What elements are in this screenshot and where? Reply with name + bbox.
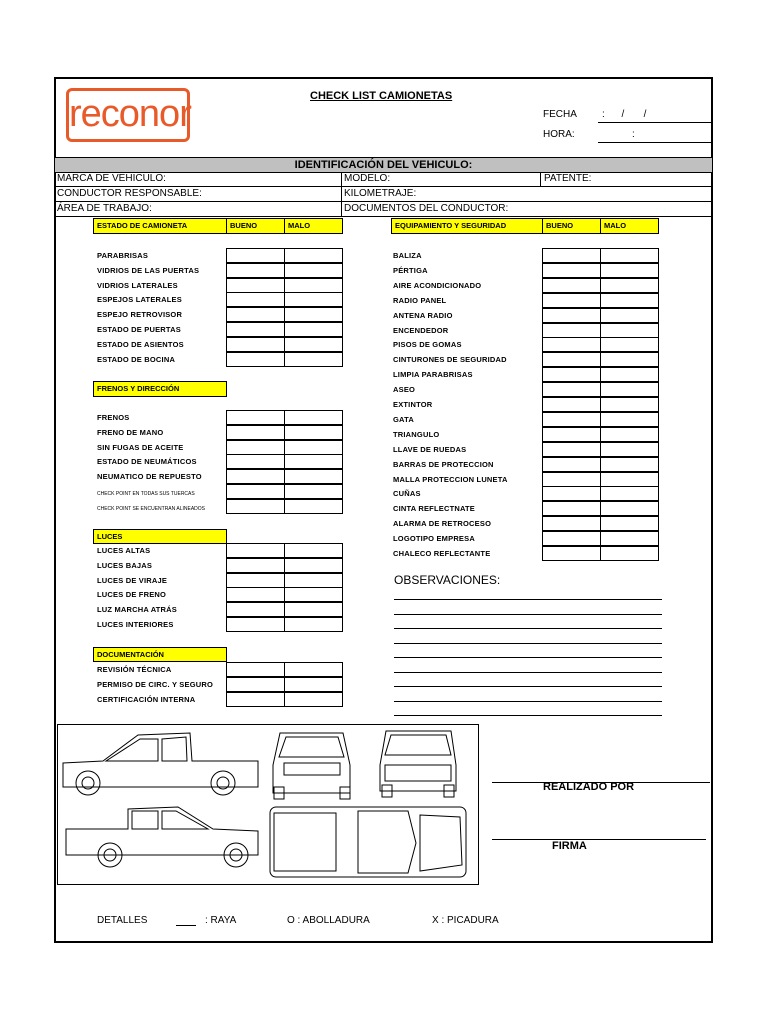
bueno-checkbox[interactable]: [226, 469, 285, 484]
bueno-checkbox[interactable]: [226, 454, 285, 469]
hora-value[interactable]: :: [632, 129, 635, 140]
wheel: [211, 771, 235, 795]
checklist-item-label: ALARMA DE RETROCESO: [393, 519, 492, 529]
bueno-checkbox[interactable]: [226, 543, 285, 558]
malo-checkbox[interactable]: [600, 293, 659, 308]
id-col-line: [540, 172, 541, 186]
malo-checkbox[interactable]: [284, 543, 343, 558]
malo-checkbox[interactable]: [600, 308, 659, 323]
bueno-checkbox[interactable]: [226, 248, 285, 263]
checklist-item-label: LLAVE DE RUEDAS: [393, 444, 467, 454]
observaciones-line[interactable]: [394, 614, 662, 615]
malo-checkbox[interactable]: [600, 278, 659, 293]
bueno-checkbox[interactable]: [226, 292, 285, 307]
kilometraje-field[interactable]: KILOMETRAJE:: [344, 188, 417, 199]
truck-rear-body: [380, 731, 456, 791]
bueno-checkbox[interactable]: [542, 412, 601, 427]
estado-malo-header: MALO: [284, 218, 343, 234]
checklist-item-label: GATA: [393, 414, 414, 424]
observaciones-line[interactable]: [394, 628, 662, 629]
checklist-item-label: NEUMATICO DE REPUESTO: [97, 472, 202, 482]
checklist-item-label: VIDRIOS LATERALES: [97, 280, 178, 290]
form-title: CHECK LIST CAMIONETAS: [310, 90, 453, 102]
bueno-checkbox[interactable]: [226, 425, 285, 440]
observaciones-line[interactable]: [394, 672, 662, 673]
bueno-checkbox[interactable]: [542, 501, 601, 516]
fecha-label: FECHA: [543, 109, 577, 120]
checklist-item-label: ESTADO DE PUERTAS: [97, 325, 181, 334]
malo-checkbox[interactable]: [600, 427, 659, 442]
wheel: [76, 771, 100, 795]
checklist-item-label: ASEO: [393, 385, 416, 395]
malo-checkbox[interactable]: [284, 307, 343, 322]
raya-symbol: [176, 925, 196, 926]
id-col-line: [341, 172, 342, 216]
bueno-checkbox[interactable]: [226, 352, 285, 367]
bueno-checkbox[interactable]: [226, 322, 285, 337]
checklist-item-label: SIN FUGAS DE ACEITE: [97, 442, 184, 452]
checklist-item-label: BALIZA: [393, 251, 422, 260]
checklist-item-label: PERMISO DE CIRC. Y SEGURO: [97, 679, 213, 689]
malo-checkbox[interactable]: [284, 677, 343, 692]
malo-checkbox[interactable]: [284, 454, 343, 469]
bueno-checkbox[interactable]: [226, 263, 285, 278]
fecha-underline: [598, 122, 712, 123]
documentos-field[interactable]: DOCUMENTOS DEL CONDUCTOR:: [344, 203, 509, 214]
checklist-item-label: PÉRTIGA: [393, 265, 428, 275]
vehicle-diagram: [57, 724, 479, 885]
bueno-checkbox[interactable]: [226, 440, 285, 455]
checklist-item-label: AIRE ACONDICIONADO: [393, 280, 482, 290]
pickup-truck-views: [58, 725, 478, 884]
checklist-item-label: CHALECO REFLECTANTE: [393, 549, 491, 558]
bueno-checkbox[interactable]: [542, 457, 601, 472]
malo-checkbox[interactable]: [600, 412, 659, 427]
id-row-line: [55, 216, 712, 217]
malo-checkbox[interactable]: [600, 486, 659, 501]
bueno-checkbox[interactable]: [542, 337, 601, 352]
malo-checkbox[interactable]: [284, 499, 343, 514]
abolladura-label: O : ABOLLADURA: [287, 915, 370, 926]
bueno-checkbox[interactable]: [542, 263, 601, 278]
raya-label: : RAYA: [205, 915, 237, 926]
malo-checkbox[interactable]: [284, 292, 343, 307]
malo-checkbox[interactable]: [600, 457, 659, 472]
malo-checkbox[interactable]: [600, 531, 659, 546]
bueno-checkbox[interactable]: [226, 587, 285, 602]
luces-header: LUCES: [93, 529, 227, 544]
firma-label: FIRMA: [552, 840, 587, 852]
modelo-field[interactable]: MODELO:: [344, 173, 391, 184]
bueno-checkbox[interactable]: [542, 516, 601, 531]
check-point-tuercas: CHECK POINT EN TODAS SUS TUERCAS: [97, 491, 195, 497]
checklist-item-label: EXTINTOR: [393, 400, 433, 409]
checklist-item-label: ESPEJOS LATERALES: [97, 295, 182, 305]
malo-checkbox[interactable]: [284, 662, 343, 677]
checklist-item-label: CINTURONES DE SEGURIDAD: [393, 355, 507, 365]
bueno-checkbox[interactable]: [542, 442, 601, 457]
malo-checkbox[interactable]: [284, 587, 343, 602]
conductor-field[interactable]: CONDUCTOR RESPONSABLE:: [57, 188, 202, 199]
checklist-item-label: LIMPIA PARABRISAS: [393, 370, 473, 380]
observaciones-line[interactable]: [394, 657, 662, 658]
check-point-alineados: CHECK POINT SE ENCUENTRAN ALINEADOS: [97, 506, 205, 512]
checklist-item-label: ENCENDEDOR: [393, 325, 449, 335]
checklist-item-label: ESTADO DE BOCINA: [97, 354, 176, 364]
fecha-value[interactable]: : / /: [602, 109, 647, 120]
estado-bueno-header: BUENO: [226, 218, 285, 234]
checklist-item-label: LUZ MARCHA ATRÁS: [97, 605, 177, 615]
checklist-item-label: VIDRIOS DE LAS PUERTAS: [97, 265, 200, 275]
checklist-item-label: LOGOTIPO EMPRESA: [393, 534, 475, 544]
checklist-item-label: LUCES ALTAS: [97, 546, 151, 555]
checklist-item-label: TRIANGULO: [393, 429, 440, 439]
malo-checkbox[interactable]: [284, 558, 343, 573]
bueno-checkbox[interactable]: [542, 382, 601, 397]
bueno-checkbox[interactable]: [226, 692, 285, 707]
malo-checkbox[interactable]: [284, 337, 343, 352]
checklist-item-label: LUCES INTERIORES: [97, 620, 174, 629]
detalles-label: DETALLES: [97, 915, 148, 926]
bueno-checkbox[interactable]: [226, 617, 285, 632]
checklist-item-label: ESPEJO RETROVISOR: [97, 310, 183, 320]
bueno-checkbox[interactable]: [542, 472, 601, 487]
malo-checkbox[interactable]: [284, 692, 343, 707]
malo-checkbox[interactable]: [284, 469, 343, 484]
bueno-checkbox[interactable]: [226, 573, 285, 588]
malo-checkbox[interactable]: [600, 472, 659, 487]
malo-checkbox[interactable]: [284, 573, 343, 588]
malo-checkbox[interactable]: [284, 410, 343, 425]
bueno-checkbox[interactable]: [542, 531, 601, 546]
frenos-header: FRENOS Y DIRECCIÓN: [93, 381, 227, 397]
malo-checkbox[interactable]: [600, 352, 659, 367]
bueno-checkbox[interactable]: [226, 602, 285, 617]
observaciones-line[interactable]: [394, 701, 662, 702]
malo-checkbox[interactable]: [600, 367, 659, 382]
checklist-item-label: PARABRISAS: [97, 251, 149, 260]
patente-field[interactable]: PATENTE:: [544, 173, 592, 184]
observaciones-line[interactable]: [394, 715, 662, 716]
malo-checkbox[interactable]: [284, 602, 343, 617]
malo-checkbox[interactable]: [600, 546, 659, 561]
checklist-item-label: PISOS DE GOMAS: [393, 340, 462, 350]
bueno-checkbox[interactable]: [542, 352, 601, 367]
observaciones-line[interactable]: [394, 686, 662, 687]
checklist-item-label: CINTA REFLECTNATE: [393, 504, 476, 514]
bueno-checkbox[interactable]: [542, 397, 601, 412]
bueno-checkbox[interactable]: [226, 558, 285, 573]
bueno-checkbox[interactable]: [542, 248, 601, 263]
bueno-checkbox[interactable]: [542, 427, 601, 442]
malo-checkbox[interactable]: [600, 263, 659, 278]
bueno-checkbox[interactable]: [226, 677, 285, 692]
estado-header: ESTADO DE CAMIONETA: [93, 218, 227, 234]
malo-checkbox[interactable]: [600, 501, 659, 516]
bueno-checkbox[interactable]: [226, 484, 285, 499]
malo-checkbox[interactable]: [600, 442, 659, 457]
bueno-checkbox[interactable]: [542, 308, 601, 323]
checklist-item-label: MALLA PROTECCION LUNETA: [393, 474, 508, 484]
bueno-checkbox[interactable]: [226, 410, 285, 425]
malo-checkbox[interactable]: [284, 248, 343, 263]
checklist-item-label: CUÑAS: [393, 489, 421, 499]
bueno-checkbox[interactable]: [542, 367, 601, 382]
checklist-item-label: LUCES DE FRENO: [97, 590, 167, 600]
documentacion-header: DOCUMENTACIÓN: [93, 647, 227, 662]
marca-field[interactable]: MARCA DE VEHICULO:: [57, 173, 166, 184]
malo-checkbox[interactable]: [600, 397, 659, 412]
bueno-checkbox[interactable]: [226, 499, 285, 514]
checklist-item-label: ESTADO DE NEUMÁTICOS: [97, 457, 197, 467]
truck-top-body: [270, 807, 466, 877]
malo-checkbox[interactable]: [284, 617, 343, 632]
malo-checkbox[interactable]: [600, 382, 659, 397]
checklist-item-label: LUCES BAJAS: [97, 560, 153, 570]
area-field[interactable]: ÁREA DE TRABAJO:: [57, 203, 152, 214]
checklist-item-label: ESTADO DE ASIENTOS: [97, 339, 184, 349]
checklist-item-label: FRENOS: [97, 413, 130, 422]
realizado-label: REALIZADO POR: [543, 781, 635, 793]
bueno-checkbox[interactable]: [226, 278, 285, 293]
bueno-checkbox[interactable]: [542, 293, 601, 308]
malo-checkbox[interactable]: [284, 352, 343, 367]
malo-checkbox[interactable]: [600, 248, 659, 263]
checklist-item-label: REVISIÓN TÉCNICA: [97, 665, 172, 674]
equipamiento-header: EQUIPAMIENTO Y SEGURIDAD: [391, 218, 543, 234]
picadura-label: X : PICADURA: [432, 915, 499, 926]
firma-line[interactable]: [492, 839, 706, 840]
bueno-checkbox[interactable]: [226, 307, 285, 322]
checklist-item-label: FRENO DE MANO: [97, 427, 164, 437]
malo-checkbox[interactable]: [284, 278, 343, 293]
malo-checkbox[interactable]: [600, 337, 659, 352]
company-logo: reconor: [66, 88, 190, 142]
malo-checkbox[interactable]: [284, 425, 343, 440]
bueno-checkbox[interactable]: [226, 337, 285, 352]
bueno-checkbox[interactable]: [226, 662, 285, 677]
equip-bueno-header: BUENO: [542, 218, 601, 234]
checklist-item-label: BARRAS DE PROTECCION: [393, 459, 494, 469]
identification-band: IDENTIFICACIÓN DEL VEHICULO:: [55, 157, 712, 173]
hora-label: HORA:: [543, 129, 575, 140]
bueno-checkbox[interactable]: [542, 546, 601, 561]
malo-checkbox[interactable]: [600, 323, 659, 338]
malo-checkbox[interactable]: [284, 263, 343, 278]
observaciones-line[interactable]: [394, 643, 662, 644]
hora-underline: [598, 142, 712, 143]
malo-checkbox[interactable]: [284, 440, 343, 455]
checklist-item-label: ANTENA RADIO: [393, 310, 453, 320]
equip-malo-header: MALO: [600, 218, 659, 234]
malo-checkbox[interactable]: [600, 516, 659, 531]
bueno-checkbox[interactable]: [542, 486, 601, 501]
checklist-item-label: CERTIFICACIÓN INTERNA: [97, 694, 196, 704]
observaciones-line[interactable]: [394, 599, 662, 600]
bueno-checkbox[interactable]: [542, 323, 601, 338]
checklist-item-label: RADIO PANEL: [393, 295, 447, 305]
checklist-item-label: LUCES DE VIRAJE: [97, 575, 168, 585]
bueno-checkbox[interactable]: [542, 278, 601, 293]
malo-checkbox[interactable]: [284, 484, 343, 499]
malo-checkbox[interactable]: [284, 322, 343, 337]
observaciones-label: OBSERVACIONES:: [394, 573, 501, 587]
